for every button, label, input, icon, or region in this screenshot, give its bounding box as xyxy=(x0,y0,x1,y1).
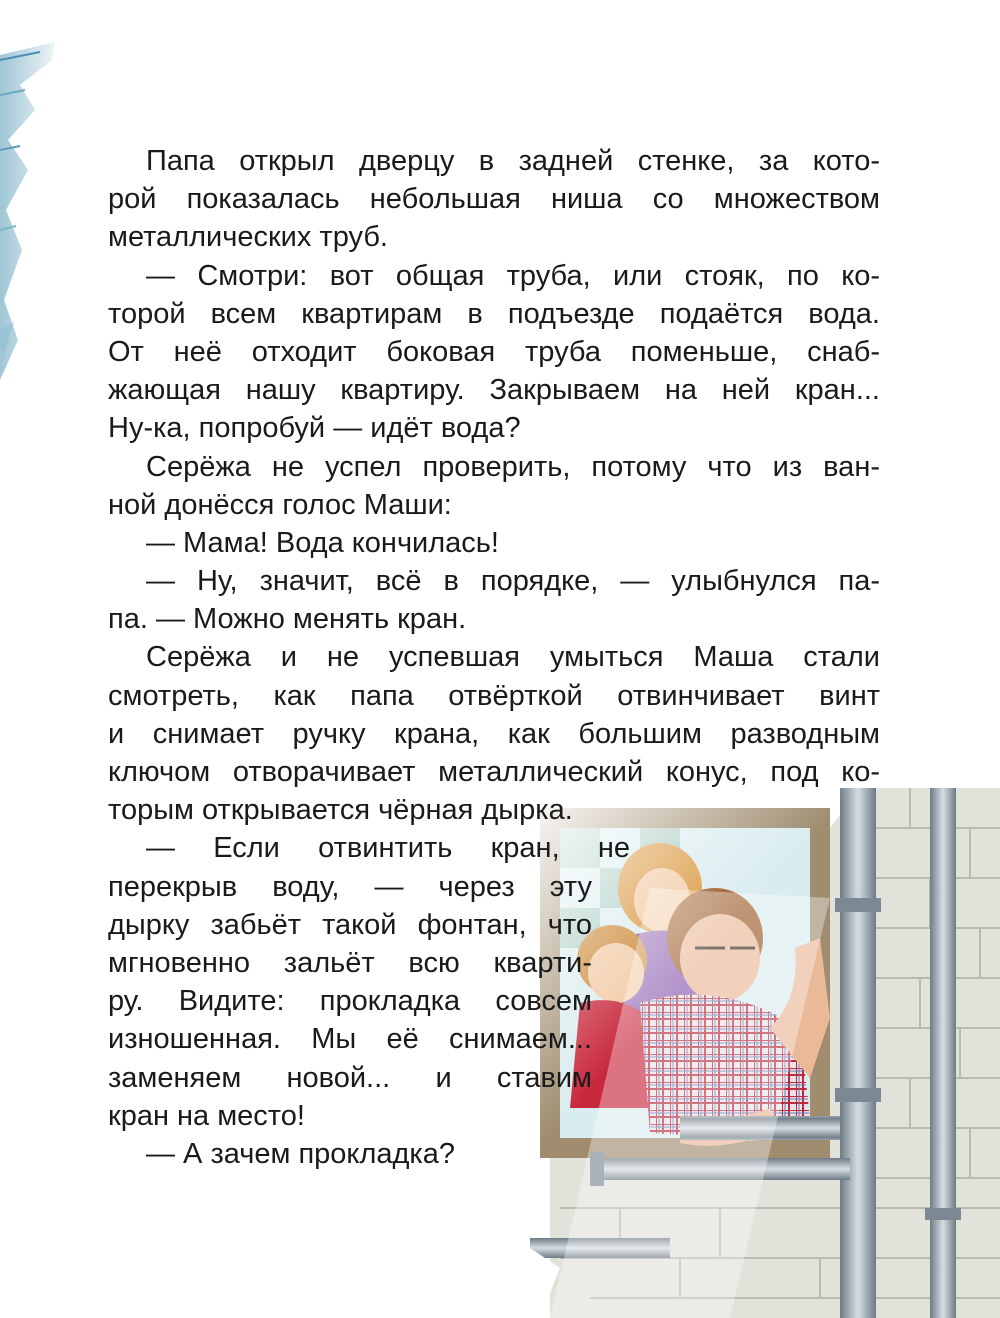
text-line: смотреть, как папа отвёрткой отвинчивает винт xyxy=(108,679,880,712)
text-line: рой показалась небольшая ниша со множеством xyxy=(108,183,880,216)
text-line: От неё отходит боковая труба поменьше, снаб- xyxy=(108,335,880,368)
text-line: Серёжа не успел проверить, потому что из ван- xyxy=(146,450,880,483)
text-line: — Мама! Вода кончилась! xyxy=(146,526,499,559)
text-line: — Ну, значит, всё в порядке, — улыбнулся па- xyxy=(146,565,880,598)
text-line: заменяем новой... и ставим xyxy=(108,1061,592,1094)
text-line: ной донёсся голос Маши: xyxy=(108,488,452,521)
text-line: изношенная. Мы её снимаем... xyxy=(108,1023,592,1056)
text-line: и снимает ручку крана, как большим разводным xyxy=(108,717,880,750)
text-line: — Смотри: вот общая труба, или стояк, по ко- xyxy=(146,259,880,292)
text-line: па. — Можно менять кран. xyxy=(108,603,467,636)
text-line: Папа открыл дверцу в задней стенке, за кото- xyxy=(146,145,880,177)
story-text xyxy=(108,142,880,1173)
text-line: Ну-ка, попробуй — идёт вода? xyxy=(108,412,521,445)
text-line: ру. Видите: прокладка совсем xyxy=(108,985,592,1018)
text-line: перекрыв воду, — через эту xyxy=(108,870,592,903)
corner-decoration xyxy=(0,0,60,470)
text-line: ключом отворачивает металлический конус, под ко- xyxy=(108,756,880,788)
text-line: торым открывается чёрная дырка. xyxy=(108,794,573,827)
text-line: мгновенно зальёт всю кварти- xyxy=(108,946,592,979)
text-line: — Если отвинтить кран, не xyxy=(146,832,630,865)
text-line: металлических труб. xyxy=(108,221,388,254)
text-line: торой всем квартирам в подъезде подаётся вода. xyxy=(108,297,880,330)
text-line: кран на место! xyxy=(108,1099,305,1132)
text-line: жающая нашу квартиру. Закрываем на ней кран... xyxy=(108,374,880,407)
text-line: — А зачем прокладка? xyxy=(146,1137,456,1170)
text-line: дырку забьёт такой фонтан, что xyxy=(108,908,592,941)
text-line: Серёжа и не успевшая умыться Маша стали xyxy=(146,641,880,674)
